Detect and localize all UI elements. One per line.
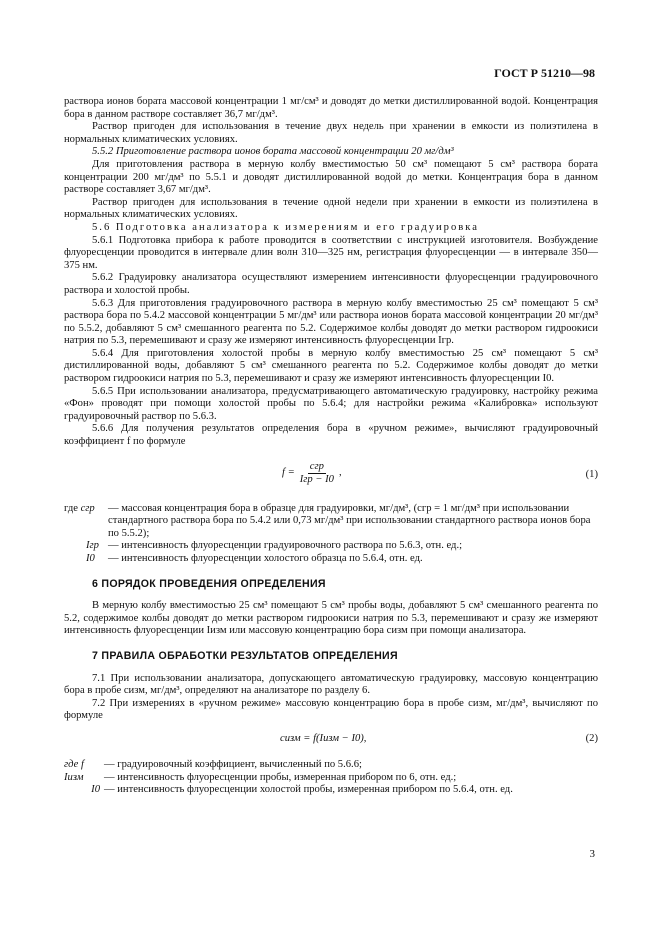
where-text: — интенсивность флуоресценции градуировочного раствора по 5.6.3, отн. ед.; bbox=[108, 540, 463, 552]
paragraph: 5.6.1 Подготовка прибора к работе проводится в соответствии с инструкцией изготовителя. Возбуждение флуоресценции проводится в интервале длин волн 310—325 нм, регистрация флуоресценции — в интервале 350—375 нм. bbox=[64, 234, 598, 271]
section-7-title: 7 ПРАВИЛА ОБРАБОТКИ РЕЗУЛЬТАТОВ ОПРЕДЕЛЕНИЯ bbox=[92, 649, 398, 662]
where-symbol: I0 bbox=[91, 784, 100, 796]
where-symbol: где f bbox=[64, 758, 84, 770]
paragraph: 5.6.2 Градуировку анализатора осуществляют измерением интенсивности флуоресценции градуировочного раствора и холостой пробы. bbox=[64, 272, 598, 296]
where-intro: где bbox=[64, 502, 78, 514]
where-text: — градуировочный коэффициент, вычисленный по 5.6.6; bbox=[104, 758, 362, 770]
paragraph: 5.6.6 Для получения результатов определения бора в «ручном режиме», вычисляют градуировочный коэффициент f по формуле bbox=[64, 423, 598, 448]
paragraph: 7.1 При использовании анализатора, допускающего автоматическую градуировку, массовую концентрацию бора в пробе cизм, мг/дм³, определяют на анализаторе по разделу 6. bbox=[64, 672, 598, 697]
where-item bbox=[64, 553, 598, 566]
where-text: — интенсивность флуоресценции пробы, измеренная прибором по 6, отн. ед.; bbox=[104, 771, 457, 783]
where-item bbox=[64, 540, 598, 553]
where-symbol: cгр bbox=[80, 502, 95, 514]
paragraph: 5.6.4 Для приготовления холостой пробы в мерную колбу вместимостью 25 см³ помещают 5 см³ дистиллированной воды, добавляют 5 см³ смешанного реагента по 5.2. Содержимое колбы доводят до метки раствором гидроокиси натрия по 5.3, перемешивают и сразу же измеряют интенсивность флуоресценции I0. bbox=[64, 347, 598, 385]
formula-number: (1) bbox=[585, 468, 598, 480]
paragraph: Раствор пригоден для использования в течение одной недели при хранении в емкости из полиэтилена в нормальных климатических условиях. bbox=[64, 196, 598, 221]
formula-number: (2) bbox=[585, 732, 598, 744]
paragraph: 5.6.3 Для приготовления градуировочного раствора в мерную колбу вместимостью 25 см³ помещают 5 см³ раствора бора по 5.4.2 массовой концентрации 5 мг/дм³ или раствора ионов бората массовой концентрации 20 мг/дм³ по 5.5.2, добавляют 5 см³ смешанного реагента по 5.2. Содержимое колбы доводят до метки раствором гидроокиси натрия по 5.3, перемешивают и сразу же измеряют интенсивность флуоресценции Iгр. bbox=[64, 297, 598, 347]
standard-header: ГОСТ Р 51210—98 bbox=[494, 66, 595, 80]
paragraph: В мерную колбу вместимостью 25 см³ помещают 5 см³ пробы воды, добавляют 5 см³ смешанного реагента по 5.2, содержимое колбы доводят до метки раствором гидроокиси натрия по 5.3, перемешивают и сразу же измеряют интенсивность флуоресценции Iизм или массовую концентрацию бора cизм при помощи анализатора. bbox=[64, 600, 598, 637]
formula-denominator: Iгр − I0 bbox=[299, 474, 334, 486]
document-body bbox=[64, 96, 598, 797]
section-6-title: 6 ПОРЯДОК ПРОВЕДЕНИЯ ОПРЕДЕЛЕНИЯ bbox=[92, 577, 326, 590]
where-item bbox=[64, 503, 598, 541]
where-text: — массовая концентрация бора в образце для градуировки, мг/дм³, (cгр = 1 мг/дм³ при использовании стандартного раствора бора по 5.4.2 или 0,73 мг/дм³ при использовании стандартного раствора ионов бора по 5.5.2); bbox=[108, 502, 591, 539]
page-number: 3 bbox=[589, 848, 595, 860]
paragraph: 7.2 При измерениях в «ручном режиме» массовую концентрацию бора в пробе cизм, мг/дм³, вычисляют по формуле bbox=[64, 697, 598, 722]
where-symbol: Iгр bbox=[86, 540, 99, 552]
where-item bbox=[64, 772, 598, 785]
formula-2 bbox=[64, 731, 598, 751]
subsection-heading: 5.5.2 Приготовление раствора ионов бората массовой концентрации 20 мг/дм³ bbox=[92, 146, 454, 158]
where-symbol: Iизм bbox=[64, 771, 84, 783]
subsection-heading: 5.6 Подготовка анализатора к измерениям и его градуировка bbox=[92, 221, 479, 233]
formula-fraction bbox=[298, 461, 336, 487]
formula-1 bbox=[64, 459, 598, 493]
paragraph: Для приготовления раствора в мерную колбу вместимостью 50 см³ помещают 5 см³ раствора бората концентрации 200 мг/дм³ по 5.5.1 и доводят дистиллированной водой до метки. Концентрация бора в данном растворе составляет 3,67 мг/дм³. bbox=[64, 158, 598, 196]
formula-numerator: cгр bbox=[308, 461, 326, 475]
formula-lhs: f = bbox=[282, 467, 295, 479]
paragraph: раствора ионов бората массовой концентрации 1 мг/см³ и доводят до метки дистиллированной водой. Концентрация бора в данном растворе составляет 36,7 мг/дм³. bbox=[64, 96, 598, 120]
formula-expression: cизм = f(Iизм − I0), bbox=[280, 732, 367, 744]
where-item bbox=[64, 759, 598, 772]
formula-tail: , bbox=[338, 467, 342, 479]
where-text: — интенсивность флуоресценции холостой пробы, измеренная прибором по 5.6.4, отн. ед. bbox=[104, 784, 513, 796]
where-symbol: I0 bbox=[86, 553, 95, 564]
where-text: — интенсивность флуоресценции холостого образца по 5.6.4, отн. ед. bbox=[108, 553, 423, 564]
paragraph: Раствор пригоден для использования в течение двух недель при хранении в емкости из полиэтилена в нормальных климатических условиях. bbox=[64, 121, 598, 145]
where-item bbox=[64, 784, 598, 797]
paragraph: 5.6.5 При использовании анализатора, предусматривающего автоматическую градуировку, настройку режима «Фон» проводят при помощи холостой пробы по 5.6.4; для настройки режима «Калибровка» используют градуировочный раствор по 5.6.3. bbox=[64, 385, 598, 422]
